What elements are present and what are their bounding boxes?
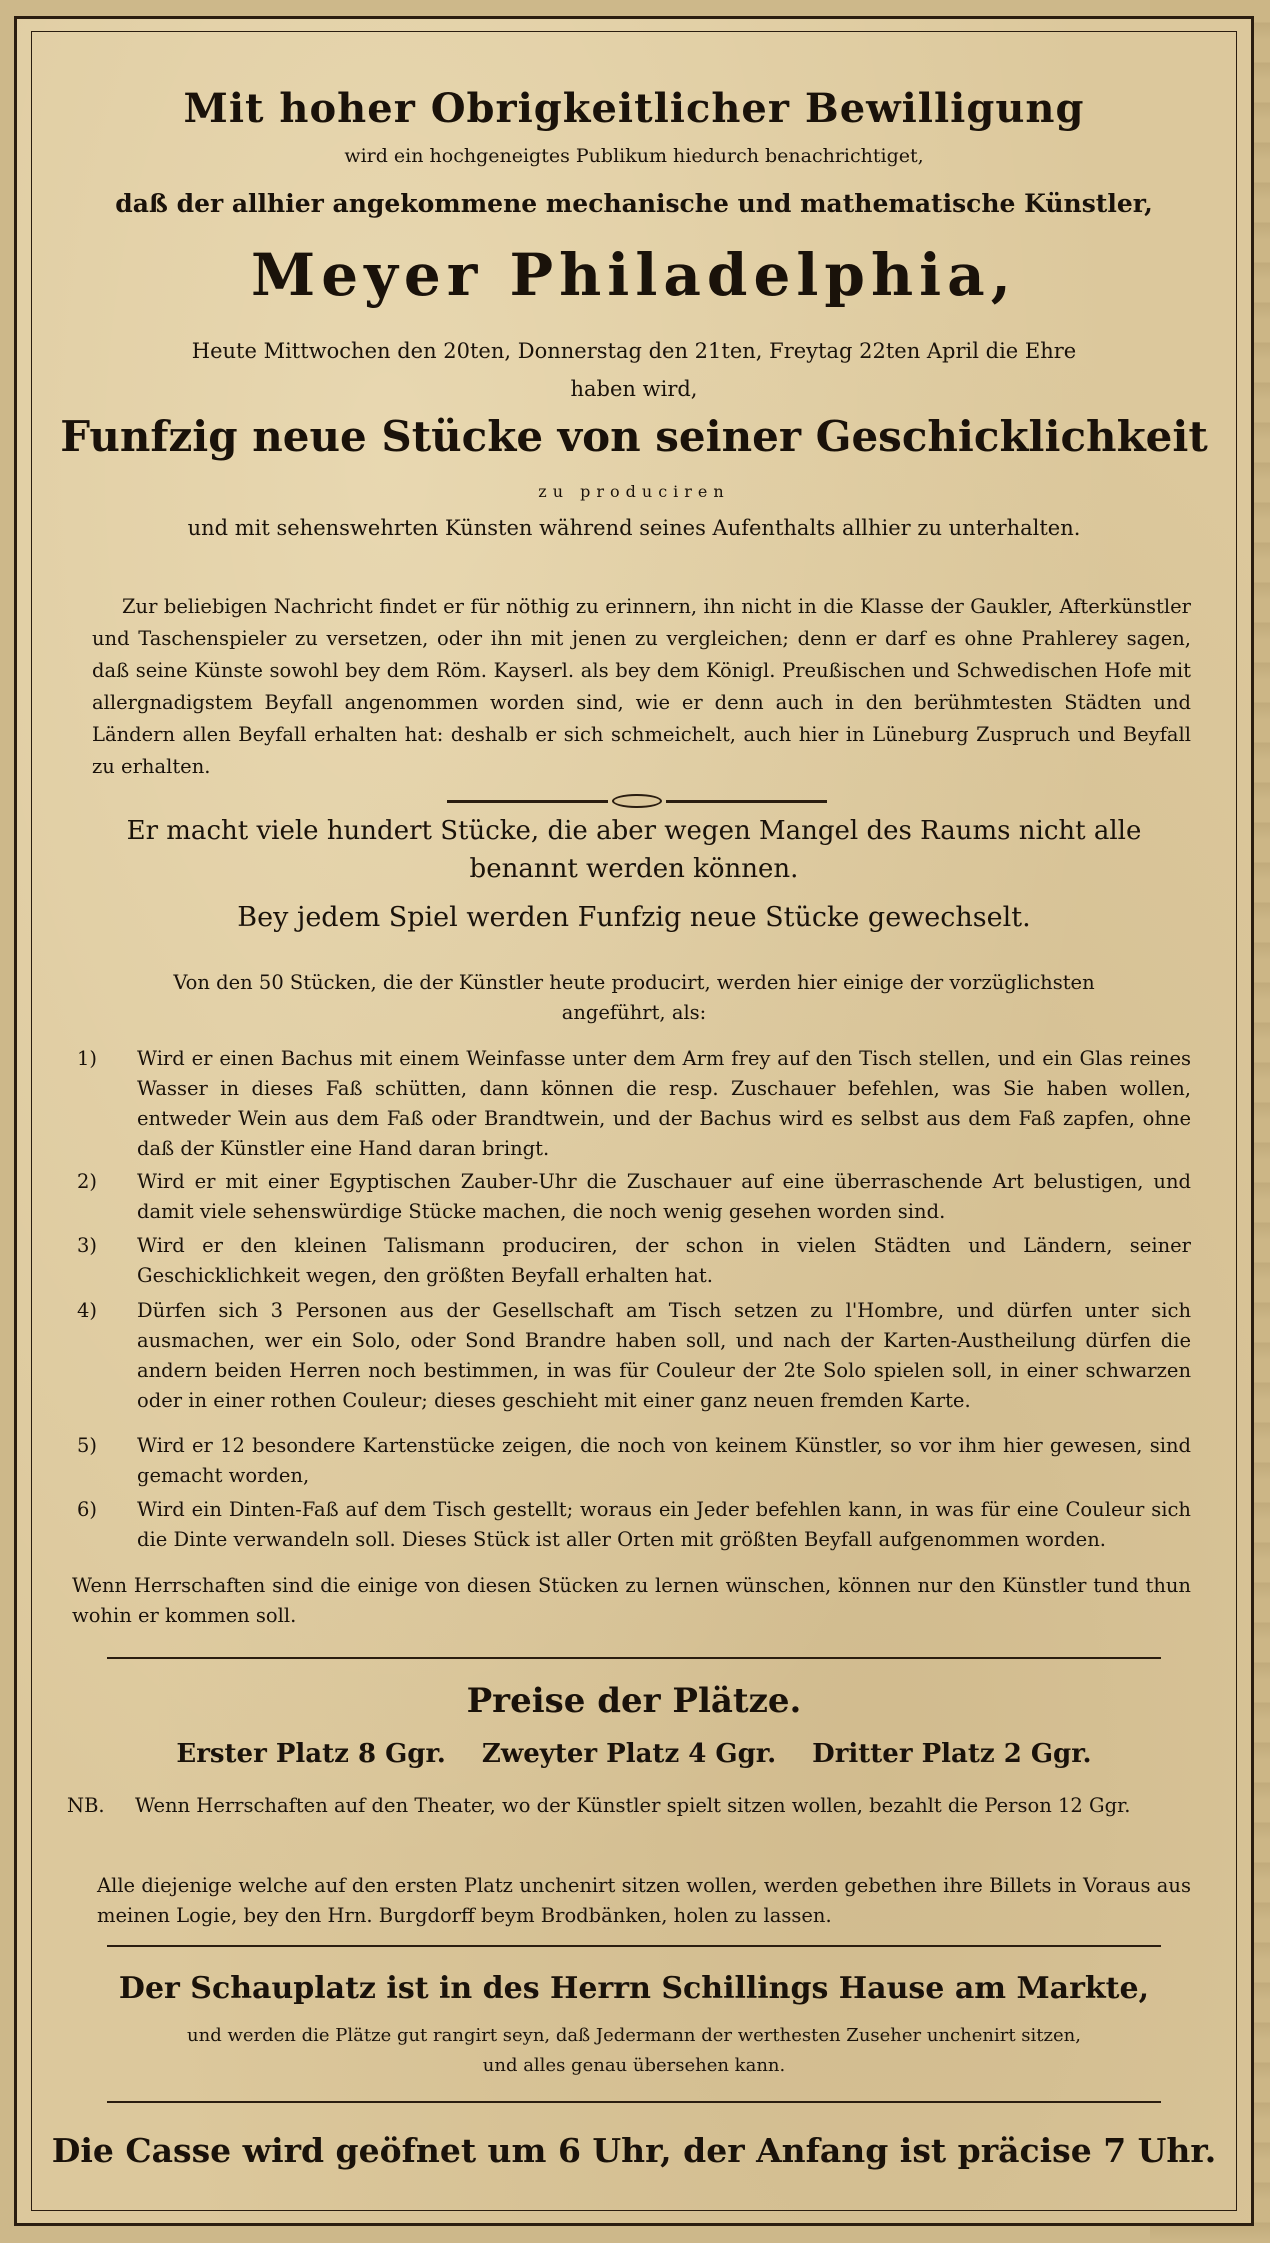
price-third: Dritter Platz 2 Ggr.	[812, 1739, 1092, 1769]
item-number: 3)	[77, 1234, 98, 1257]
subheading-public: wird ein hochgeneigtes Publikum hiedurch benachrichtiget,	[344, 145, 924, 167]
closing-text: Wenn Herrschaften sind die einige von diesen Stücken zu lernen wünschen, können nur den Künstler tund thun wohin er kommen soll.	[72, 1574, 1191, 1627]
fifty-pieces-heading: Funfzig neue Stücke von seiner Geschicklichkeit	[60, 412, 1208, 461]
item-number: 6)	[77, 1498, 98, 1521]
prices-row	[17, 1739, 1251, 1769]
ticket-text: Alle diejenige welche auf den ersten Platz unchenirt sitzen wollen, werden gebethen ihre Billets in Voraus aus meinen Logie, bey den Hrn. Burgdorff beym Brodbänken, holen zu lassen.	[97, 1874, 1191, 1927]
item-text: Wird ein Dinten-Faß auf dem Tisch gestellt; woraus ein Jeder befehlen kann, in was für eine Couleur sich die Dinte verwandeln soll. Dieses Stück ist aller Orten mit größten Beyfall aufgenommen worden.	[137, 1498, 1191, 1551]
venue-line-1: Der Schauplatz ist in des Herrn Schillings Hause am Markte,	[118, 1971, 1150, 2006]
item-number: 5)	[77, 1434, 98, 1457]
claims-line-3: Bey jedem Spiel werden Funfzig neue Stücke gewechselt.	[237, 902, 1031, 933]
venue-line-2: und werden die Plätze gut rangirt seyn, daß Jedermann der werthesten Zuseher unchenirt sitzen,	[187, 2025, 1081, 2046]
venue-line-3: und alles genau übersehen kann.	[482, 2055, 786, 2076]
notice-paragraph: Zur beliebigen Nachricht findet er für nöthig zu erinnern, ihn nicht in die Klasse der Gaukler, Afterkünstler und Taschenspieler zu versetzen, oder ihn mit jenen zu vergleichen; denn er darf es ohne Prahlerey sagen, daß seine Künste sowohl bey dem Röm. Kayserl. als bey dem Königl. Preußischen und Schwedischen Hofe mit allergnadigstem Beyfall angenommen worden sind, wie er denn auch in den berühmtesten Städten und Ländern allen Beyfall erhalten hat: deshalb er sich schmeichelt, auch hier in Lüneburg Zuspruch und Beyfall zu erhalten.	[92, 595, 1191, 778]
price-first: Erster Platz 8 Ggr.	[176, 1739, 446, 1769]
performance-dates: Heute Mittwochen den 20ten, Donnerstag den 21ten, Freytag 22ten April die Ehre	[191, 339, 1077, 363]
ornament-divider	[447, 796, 827, 806]
broadside-sheet	[14, 16, 1254, 2226]
divider	[107, 1945, 1161, 1947]
prices-title: Preise der Plätze.	[466, 1681, 802, 1721]
intro-line-1: Von den 50 Stücken, die der Künstler heute producirt, werden hier einige der vorzüglichsten	[173, 971, 1095, 994]
item-number: 4)	[77, 1299, 98, 1322]
artist-name: Meyer Philadelphia,	[251, 241, 1017, 309]
item-text: Wird er den kleinen Talismann produciren, der schon in vielen Städten und Ländern, seiner Geschicklichkeit wegen, den größten Beyfall erhalten hat.	[137, 1234, 1191, 1287]
divider	[107, 2101, 1161, 2103]
item-number: 1)	[77, 1047, 98, 1070]
divider	[107, 1657, 1161, 1659]
item-number: 2)	[77, 1170, 98, 1193]
item-text: Dürfen sich 3 Personen aus der Gesellschaft am Tisch setzen zu l'Hombre, und dürfen unter sich ausmachen, wer ein Solo, oder Sond Brandre haben soll, und nach der Karten-Austheilung dürfen die andern beiden Herren noch bestimmen, in was für Couleur der 2te Solo spielen soll, in einer schwarzen oder in einer rothen Couleur; dieses geschieht mit einer ganz neuen fremden Karte.	[137, 1299, 1191, 1412]
footer-times: Die Casse wird geöfnet um 6 Uhr, der Anfang ist präcise 7 Uhr.	[51, 2131, 1217, 2170]
nb-label: NB.	[67, 1794, 105, 1817]
item-text: Wird er einen Bachus mit einem Weinfasse unter dem Arm frey auf den Tisch stellen, und ein Glas reines Wasser in dieses Faß schütten, dann können die resp. Zuschauer befehlen, was Sie haben wollen, entweder Wein aus dem Faß oder Brandtwein, und der Bachus wird es selbst aus dem Faß zapfen, ohne daß der Künstler eine Hand daran bringt.	[137, 1047, 1191, 1160]
to-produce: zu produciren	[538, 482, 730, 501]
entertain-line: und mit sehenswehrten Künsten während seines Aufenthalts allhier zu unterhalten.	[187, 516, 1081, 540]
item-text: Wird er mit einer Egyptischen Zauber-Uhr die Zuschauer auf eine überraschende Art belustigen, und damit viele sehenswürdige Stücke machen, die noch wenig gesehen worden sind.	[137, 1170, 1191, 1223]
claims-line-2: benannt werden können.	[469, 854, 799, 884]
performance-dates-cont: haben wird,	[570, 377, 698, 401]
heading-permission: Mit hoher Obrigkeitlicher Bewilligung	[183, 85, 1085, 132]
nb-text: Wenn Herrschaften auf den Theater, wo der Künstler spielt sitzen wollen, bezahlt die Person 12 Ggr.	[135, 1794, 1131, 1817]
claims-line-1: Er macht viele hundert Stücke, die aber wegen Mangel des Raums nicht alle	[126, 816, 1142, 846]
price-second: Zweyter Platz 4 Ggr.	[481, 1739, 777, 1769]
item-text: Wird er 12 besondere Kartenstücke zeigen, die noch von keinem Künstler, so vor ihm hier gewesen, sind gemacht worden,	[137, 1434, 1191, 1487]
intro-line-2: angeführt, als:	[561, 1001, 707, 1024]
subheading-artist: daß der allhier angekommene mechanische und mathematische Künstler,	[115, 189, 1153, 218]
